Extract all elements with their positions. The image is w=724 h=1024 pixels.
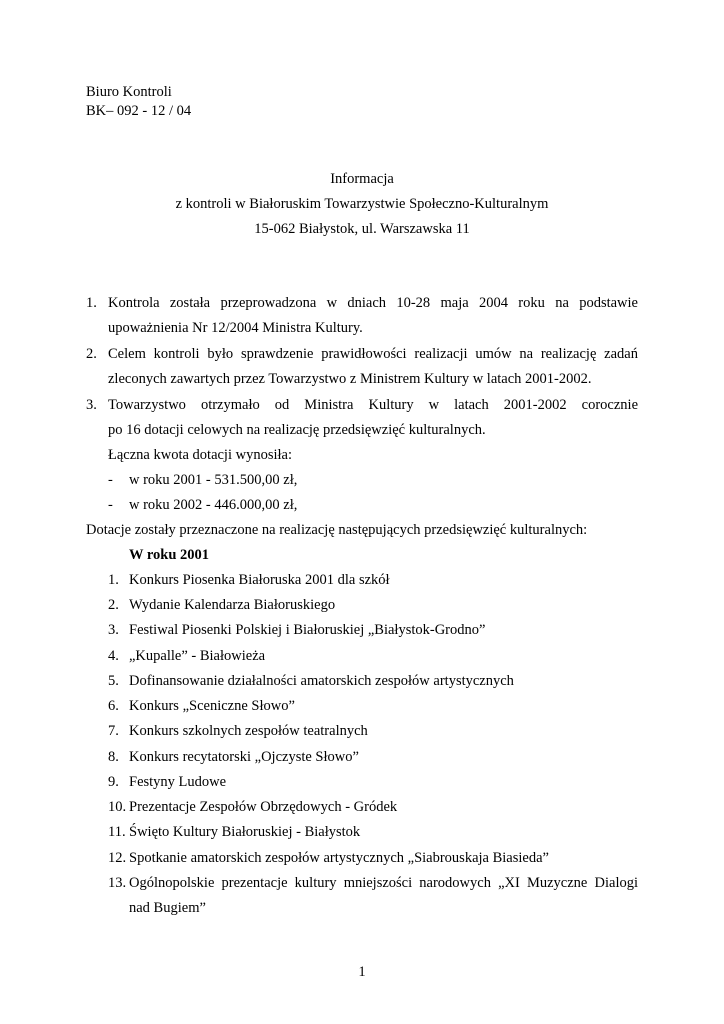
event-item: Święto Kultury Białoruskiej - Białystok xyxy=(129,824,361,840)
event-item: Ogólnopolskie prezentacje kultury mniejszości narodowych „XI Muzyczne Dialogi xyxy=(129,875,638,891)
point-number: 1. xyxy=(86,295,97,311)
office-name: Biuro Kontroli xyxy=(86,84,172,100)
event-item: Festyny Ludowe xyxy=(129,774,227,790)
event-number: 8. xyxy=(108,749,119,765)
event-item: Konkurs „Sceniczne Słowo” xyxy=(129,698,295,714)
point-line: Celem kontroli było sprawdzenie prawidłowości realizacji umów na realizację zadań xyxy=(108,346,638,362)
total-item: w roku 2002 - 446.000,00 zł, xyxy=(129,497,298,513)
event-item: Konkurs szkolnych zespołów teatralnych xyxy=(129,723,368,739)
point-line: Kontrola została przeprowadzona w dniach 10-28 maja 2004 roku na podstawie xyxy=(108,295,638,311)
event-number: 12. xyxy=(108,850,127,866)
event-item: Konkurs Piosenka Białoruska 2001 dla szkół xyxy=(129,572,390,588)
point-number: 3. xyxy=(86,397,97,413)
event-number: 6. xyxy=(108,698,119,714)
point-line: Towarzystwo otrzymało od Ministra Kultury w latach 2001-2002 corocznie xyxy=(108,397,638,413)
event-item: Wydanie Kalendarza Białoruskiego xyxy=(129,597,336,613)
event-item: Konkurs recytatorski „Ojczyste Słowo” xyxy=(129,749,359,765)
event-item: Festiwal Piosenki Polskiej i Białoruskiej „Białystok-Grodno” xyxy=(129,622,486,638)
year-heading: W roku 2001 xyxy=(129,547,210,563)
reference-number: BK– 092 - 12 / 04 xyxy=(86,103,192,119)
total-item: w roku 2001 - 531.500,00 zł, xyxy=(129,472,298,488)
document-address: 15-062 Białystok, ul. Warszawska 11 xyxy=(254,221,470,237)
event-item: Spotkanie amatorskich zespołów artystycznych „Siabrouskaja Biasieda” xyxy=(129,850,549,866)
event-number: 3. xyxy=(108,622,119,638)
point-line: upoważnienia Nr 12/2004 Ministra Kultury. xyxy=(108,320,363,336)
list-dash: - xyxy=(108,472,113,488)
document-subtitle: z kontroli w Białoruskim Towarzystwie Społeczno-Kulturalnym xyxy=(175,196,549,212)
event-number: 9. xyxy=(108,774,119,790)
event-number: 4. xyxy=(108,648,119,664)
event-item-continuation: nad Bugiem” xyxy=(129,900,206,916)
point-line: zleconych zawartych przez Towarzystwo z Ministrem Kultury w latach 2001-2002. xyxy=(108,371,592,387)
page-number: 1 xyxy=(358,964,366,980)
event-number: 1. xyxy=(108,572,119,588)
event-number: 11. xyxy=(108,824,126,840)
document-title: Informacja xyxy=(330,171,394,187)
event-number: 13. xyxy=(108,875,127,891)
event-number: 10. xyxy=(108,799,127,815)
total-label: Łączna kwota dotacji wynosiła: xyxy=(108,447,293,463)
event-item: Dofinansowanie działalności amatorskich zespołów artystycznych xyxy=(129,673,514,689)
intro-text: Dotacje zostały przeznaczone na realizację następujących przedsięwzięć kulturalnych: xyxy=(86,522,588,538)
event-number: 5. xyxy=(108,673,119,689)
event-item: Prezentacje Zespołów Obrzędowych - Gródek xyxy=(129,799,398,815)
point-line: po 16 dotacji celowych na realizację przedsięwzięć kulturalnych. xyxy=(108,422,486,438)
list-dash: - xyxy=(108,497,113,513)
event-item: „Kupalle” - Białowieża xyxy=(129,648,266,664)
event-number: 2. xyxy=(108,597,119,613)
point-number: 2. xyxy=(86,346,97,362)
event-number: 7. xyxy=(108,723,119,739)
